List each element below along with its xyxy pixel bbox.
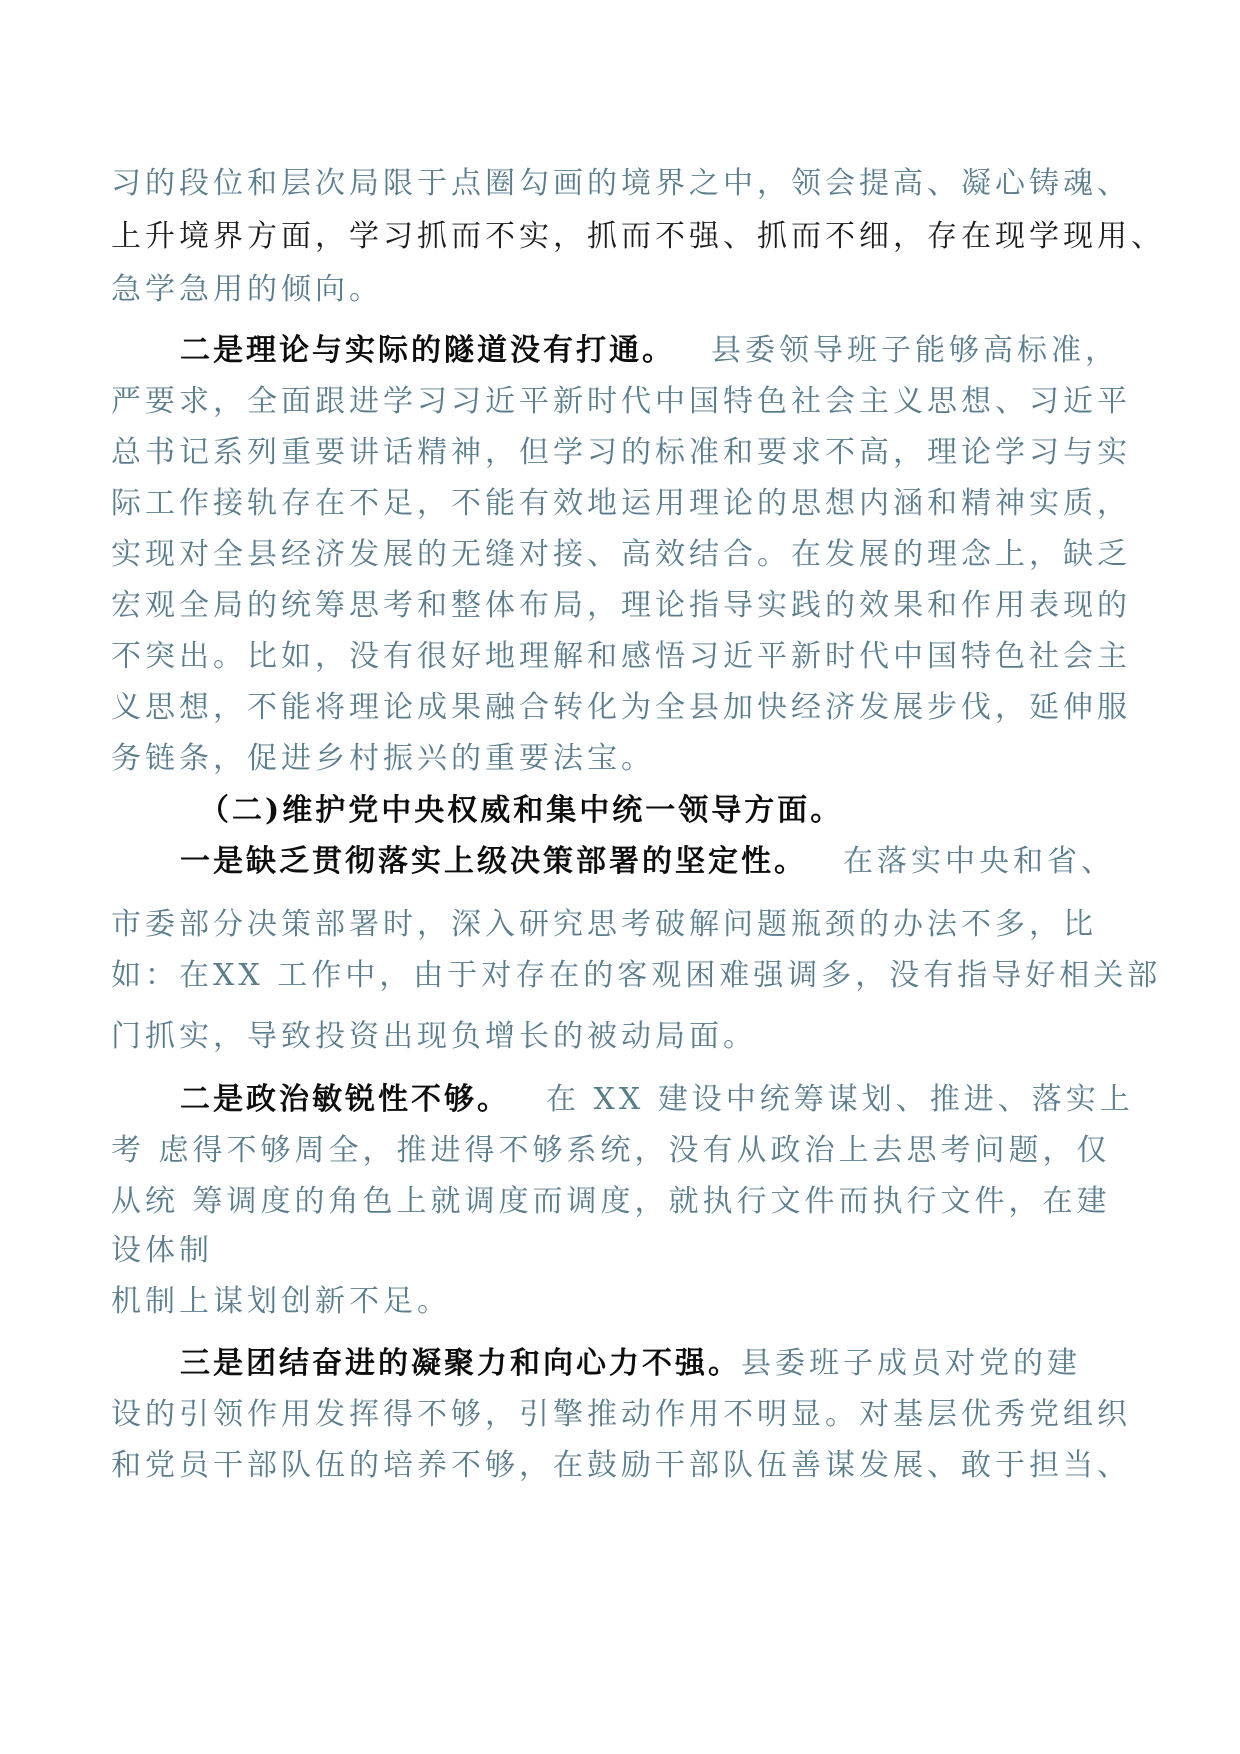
text-line: 习的段位和层次局限于点圈勾画的境界之中，领会提高、凝心铸魂、 bbox=[111, 166, 1131, 201]
section-heading: （二)维护党中央权威和集中统一领导方面。 bbox=[199, 793, 844, 828]
text-run: 在落实中央和省、 bbox=[843, 844, 1115, 879]
paragraph-first-line bbox=[180, 842, 1115, 882]
text-line: 和党员干部队伍的培养不够，在鼓励干部队伍善谋发展、敢于担当、 bbox=[111, 1448, 1131, 1483]
text-line: 义思想，不能将理论成果融合转化为全县加快经济发展步伐，延伸服 bbox=[111, 690, 1131, 725]
paragraph-heading: 一是缺乏贯彻落实上级决策部署的坚定性。 bbox=[180, 844, 807, 879]
text-line: 考 虑得不够周全，推进得不够系统，没有从政治上去思考问题，仅 bbox=[111, 1133, 1111, 1168]
text-line: 机制上谋划创新不足。 bbox=[111, 1284, 451, 1319]
text-line: 务链条，促进乡村振兴的重要法宝。 bbox=[111, 741, 655, 776]
paragraph-heading: 二是政治敏锐性不够。 bbox=[180, 1082, 510, 1117]
text-line: 设的引领作用发挥得不够，引擎推动作用不明显。对基层优秀党组织 bbox=[111, 1397, 1131, 1432]
text-run: 县委班子成员对党的建 bbox=[741, 1346, 1081, 1381]
text-line: 不突出。比如，没有很好地理解和感悟习近平新时代中国特色社会主 bbox=[111, 639, 1131, 674]
text-run: 县委领导班子能够高标准， bbox=[711, 333, 1119, 368]
paragraph-first-line bbox=[180, 1080, 1134, 1120]
text-line: 从统 筹调度的角色上就调度而调度，就执行文件而执行文件，在建 bbox=[111, 1184, 1111, 1219]
text-line: 严要求，全面跟进学习习近平新时代中国特色社会主义思想、习近平 bbox=[111, 384, 1131, 419]
paragraph-first-line bbox=[180, 331, 1119, 371]
text-line: 总书记系列重要讲话精神，但学习的标准和要求不高，理论学习与实 bbox=[111, 435, 1131, 470]
paragraph-heading: 三是团结奋进的凝聚力和向心力不强。 bbox=[180, 1346, 741, 1381]
text-line: 上升境界方面，学习抓而不实，抓而不强、抓而不细，存在现学现用、 bbox=[111, 219, 1165, 254]
text-line: 实现对全县经济发展的无缝对接、高效结合。在发展的理念上，缺乏 bbox=[111, 537, 1131, 572]
text-run: 在 XX 建设中统筹谋划、推进、落实上 bbox=[546, 1082, 1134, 1117]
text-line: 如：在XX 工作中，由于对存在的客观困难强调多，没有指导好相关部 bbox=[111, 958, 1162, 993]
text-line: 宏观全局的统筹思考和整体布局，理论指导实践的效果和作用表现的 bbox=[111, 588, 1131, 623]
text-line: 门抓实，导致投资出现负增长的被动局面。 bbox=[111, 1019, 757, 1054]
text-line: 急学急用的倾向。 bbox=[111, 272, 383, 307]
paragraph-first-line bbox=[180, 1344, 1081, 1384]
text-line: 设体制 bbox=[111, 1233, 213, 1268]
paragraph-heading: 二是理论与实际的隧道没有打通。 bbox=[180, 333, 675, 368]
text-line: 市委部分决策部署时，深入研究思考破解问题瓶颈的办法不多，比 bbox=[111, 907, 1097, 942]
text-line: 际工作接轨存在不足，不能有效地运用理论的思想内涵和精神实质， bbox=[111, 486, 1131, 521]
